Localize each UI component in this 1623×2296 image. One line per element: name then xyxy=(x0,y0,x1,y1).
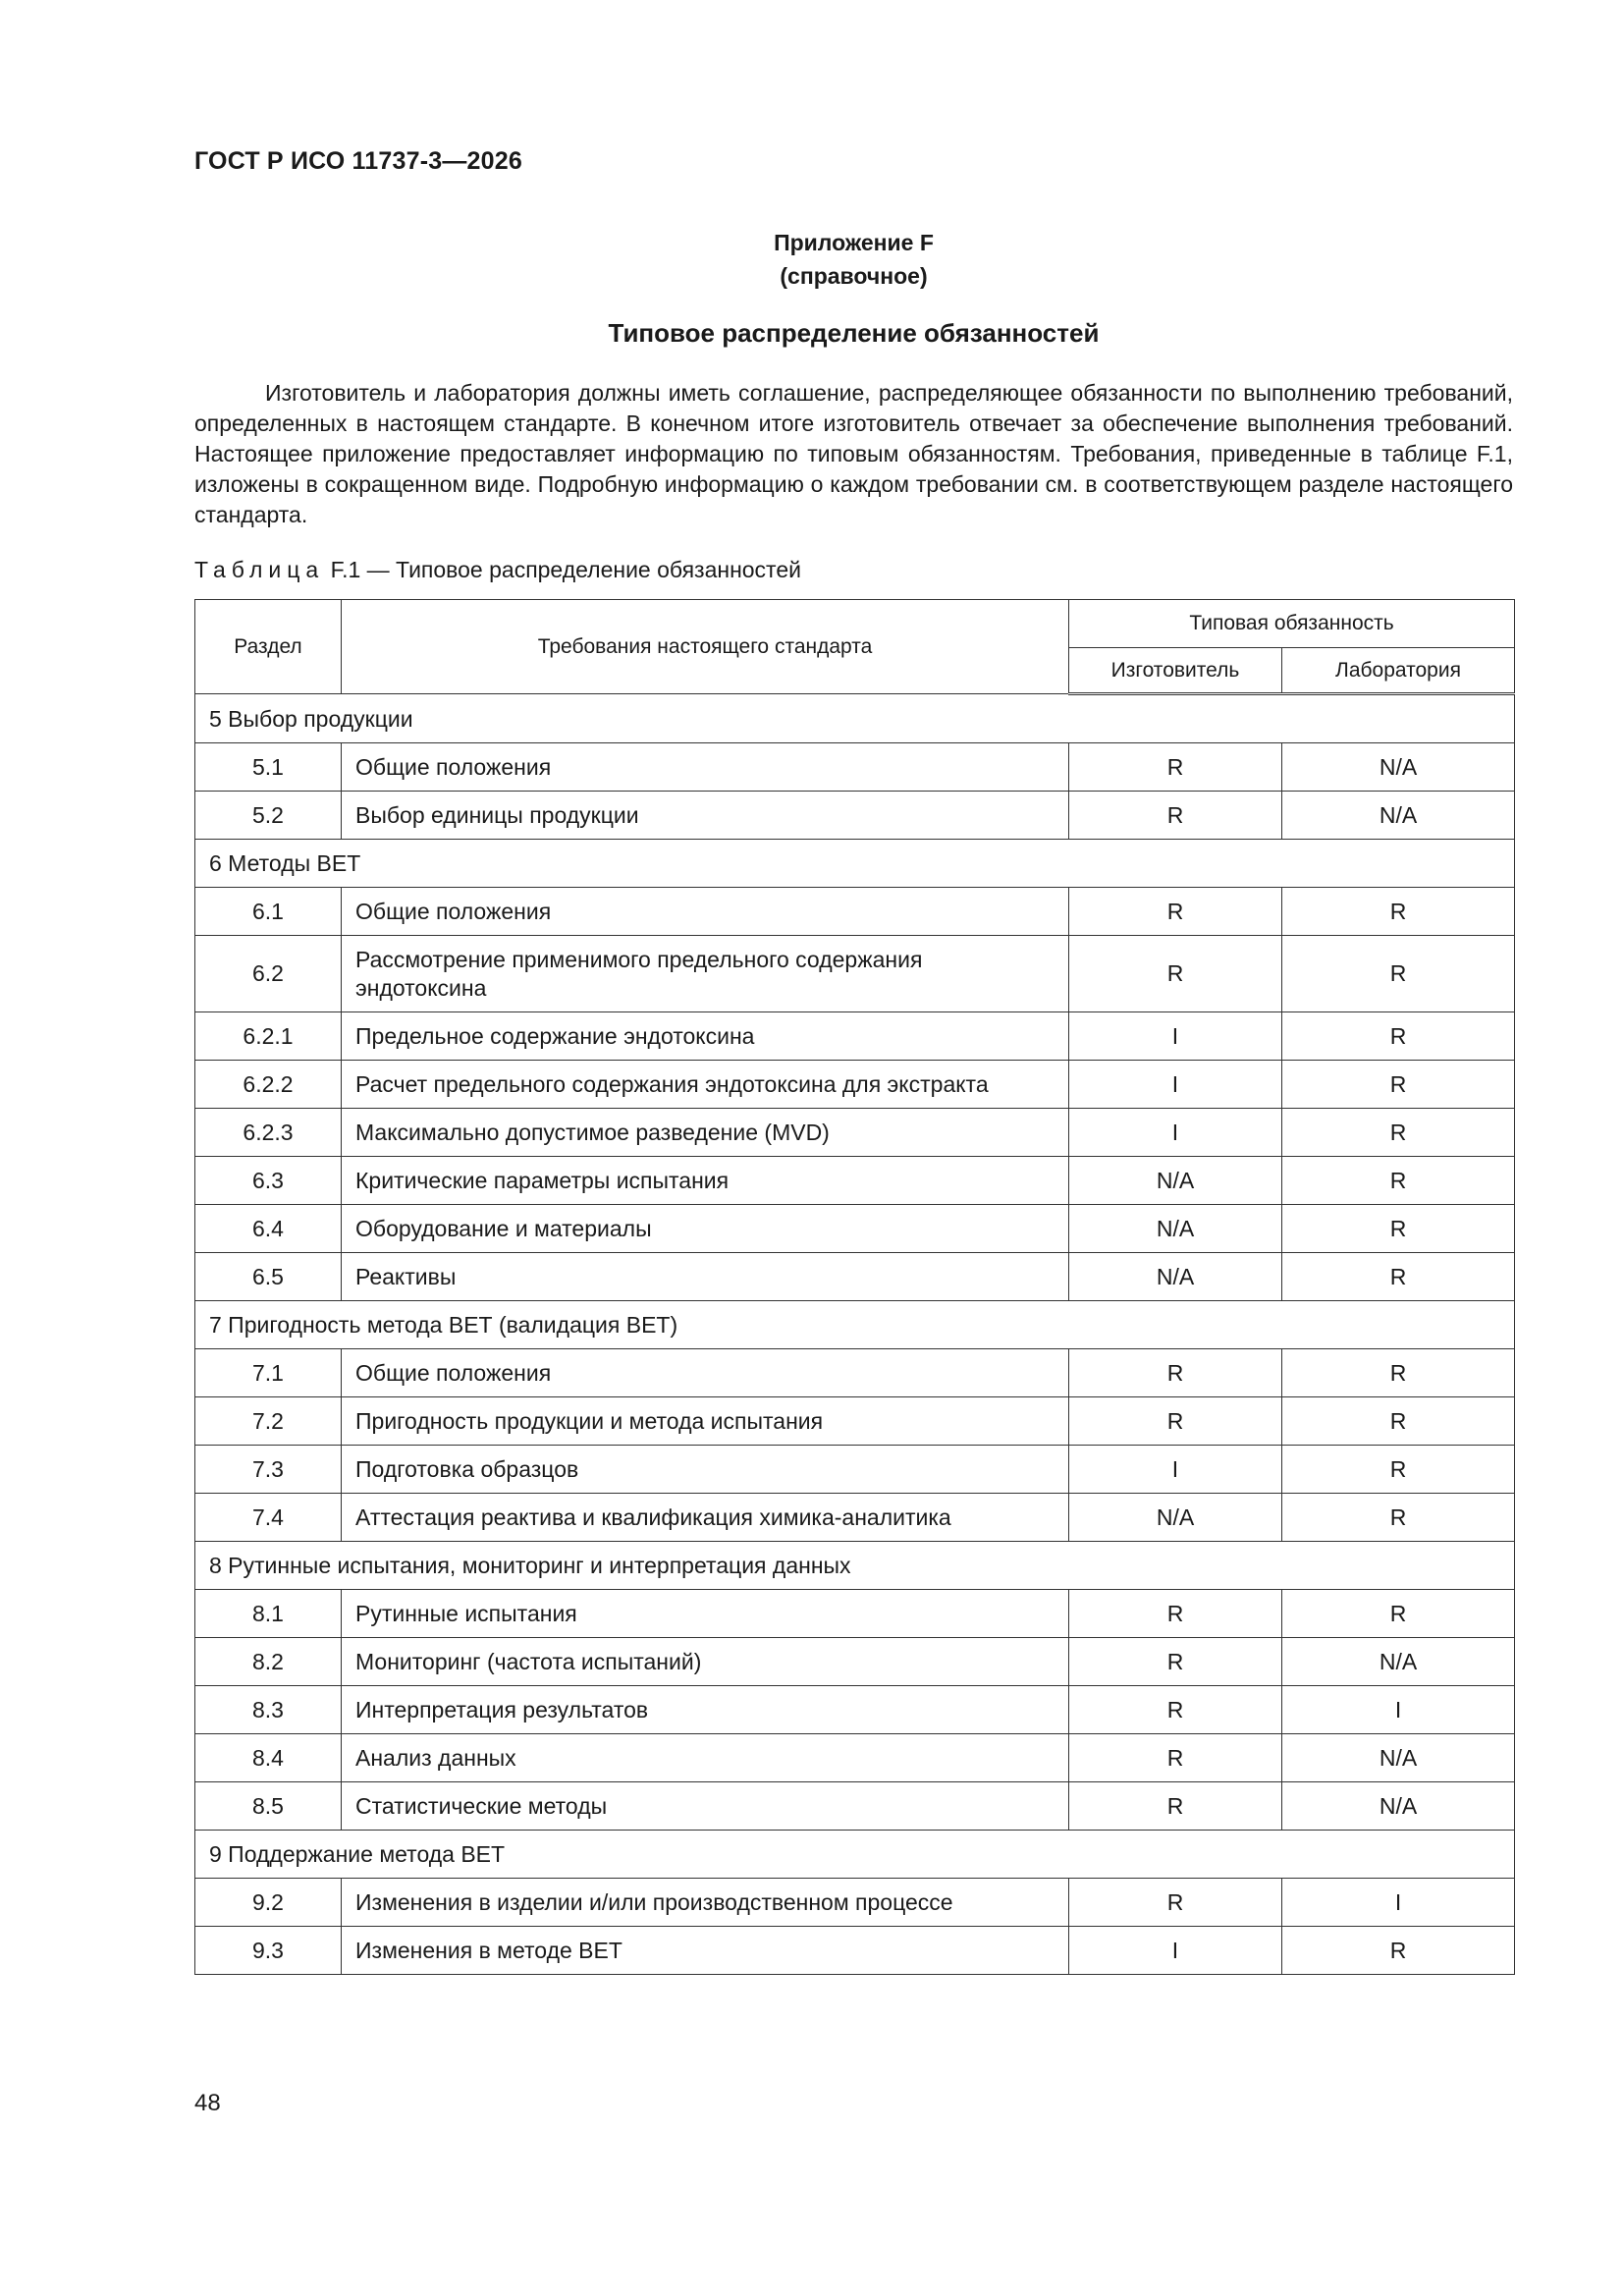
table-section-row xyxy=(195,840,1515,888)
clause-number: 6.5 xyxy=(195,1253,342,1301)
table-row xyxy=(195,1349,1515,1397)
table-row xyxy=(195,888,1515,936)
table-body xyxy=(195,694,1515,1975)
page-number: 48 xyxy=(194,2090,221,2116)
table-row xyxy=(195,1879,1515,1927)
laboratory-responsibility: R xyxy=(1282,1061,1515,1109)
laboratory-responsibility: N/A xyxy=(1282,743,1515,792)
table-row xyxy=(195,792,1515,840)
clause-number: 6.4 xyxy=(195,1205,342,1253)
table-section-row xyxy=(195,1542,1515,1590)
table-row xyxy=(195,1397,1515,1446)
clause-number: 8.4 xyxy=(195,1734,342,1782)
laboratory-responsibility: R xyxy=(1282,1205,1515,1253)
clause-number: 7.2 xyxy=(195,1397,342,1446)
header-requirements: Требования настоящего стандарта xyxy=(342,600,1069,694)
clause-number: 8.1 xyxy=(195,1590,342,1638)
requirement-text: Реактивы xyxy=(342,1253,1069,1301)
manufacturer-responsibility: N/A xyxy=(1069,1205,1282,1253)
clause-number: 9.2 xyxy=(195,1879,342,1927)
laboratory-responsibility: I xyxy=(1282,1686,1515,1734)
section-title: 5 Выбор продукции xyxy=(195,694,1515,743)
section-title: 6 Методы ВЕТ xyxy=(195,840,1515,888)
annex-label: Приложение F xyxy=(774,230,934,255)
header-section: Раздел xyxy=(195,600,342,694)
section-title: 9 Поддержание метода ВЕТ xyxy=(195,1831,1515,1879)
requirement-text: Изменения в изделии и/или производственном процессе xyxy=(342,1879,1069,1927)
table-row xyxy=(195,1494,1515,1542)
manufacturer-responsibility: I xyxy=(1069,1446,1282,1494)
responsibility-table xyxy=(194,599,1515,1975)
requirement-text: Мониторинг (частота испытаний) xyxy=(342,1638,1069,1686)
annex-status: (справочное) xyxy=(780,263,928,289)
laboratory-responsibility: R xyxy=(1282,1349,1515,1397)
laboratory-responsibility: N/A xyxy=(1282,792,1515,840)
clause-number: 7.1 xyxy=(195,1349,342,1397)
header-typical-responsibility: Типовая обязанность xyxy=(1069,600,1515,648)
clause-number: 7.4 xyxy=(195,1494,342,1542)
table-row xyxy=(195,1446,1515,1494)
requirement-text: Выбор единицы продукции xyxy=(342,792,1069,840)
table-row xyxy=(195,1782,1515,1831)
manufacturer-responsibility: N/A xyxy=(1069,1253,1282,1301)
table-row xyxy=(195,1686,1515,1734)
requirement-text: Общие положения xyxy=(342,743,1069,792)
header-manufacturer: Изготовитель xyxy=(1069,648,1282,694)
manufacturer-responsibility: I xyxy=(1069,1061,1282,1109)
manufacturer-responsibility: N/A xyxy=(1069,1157,1282,1205)
annex-title xyxy=(194,226,1513,293)
clause-number: 6.3 xyxy=(195,1157,342,1205)
manufacturer-responsibility: R xyxy=(1069,1686,1282,1734)
table-row xyxy=(195,1012,1515,1061)
clause-number: 6.2 xyxy=(195,936,342,1012)
laboratory-responsibility: R xyxy=(1282,1494,1515,1542)
manufacturer-responsibility: N/A xyxy=(1069,1494,1282,1542)
clause-number: 6.2.3 xyxy=(195,1109,342,1157)
requirement-text: Интерпретация результатов xyxy=(342,1686,1069,1734)
laboratory-responsibility: R xyxy=(1282,1157,1515,1205)
clause-number: 9.3 xyxy=(195,1927,342,1975)
manufacturer-responsibility: R xyxy=(1069,743,1282,792)
requirement-text: Общие положения xyxy=(342,888,1069,936)
laboratory-responsibility: R xyxy=(1282,1397,1515,1446)
laboratory-responsibility: R xyxy=(1282,1012,1515,1061)
clause-number: 8.2 xyxy=(195,1638,342,1686)
laboratory-responsibility: R xyxy=(1282,1446,1515,1494)
clause-number: 5.1 xyxy=(195,743,342,792)
manufacturer-responsibility: R xyxy=(1069,1638,1282,1686)
manufacturer-responsibility: R xyxy=(1069,936,1282,1012)
table-caption xyxy=(194,557,801,583)
table-row xyxy=(195,1590,1515,1638)
clause-number: 6.2.2 xyxy=(195,1061,342,1109)
table-section-row xyxy=(195,1301,1515,1349)
requirement-text: Пригодность продукции и метода испытания xyxy=(342,1397,1069,1446)
table-row xyxy=(195,936,1515,1012)
clause-number: 7.3 xyxy=(195,1446,342,1494)
clause-number: 8.5 xyxy=(195,1782,342,1831)
clause-number: 8.3 xyxy=(195,1686,342,1734)
laboratory-responsibility: N/A xyxy=(1282,1734,1515,1782)
laboratory-responsibility: R xyxy=(1282,936,1515,1012)
table-row xyxy=(195,1253,1515,1301)
laboratory-responsibility: N/A xyxy=(1282,1638,1515,1686)
laboratory-responsibility: I xyxy=(1282,1879,1515,1927)
laboratory-responsibility: N/A xyxy=(1282,1782,1515,1831)
clause-number: 5.2 xyxy=(195,792,342,840)
annex-heading: Типовое распределение обязанностей xyxy=(608,318,1100,348)
requirement-text: Рассмотрение применимого предельного содержания эндотоксина xyxy=(342,936,1069,1012)
requirement-text: Предельное содержание эндотоксина xyxy=(342,1012,1069,1061)
manufacturer-responsibility: R xyxy=(1069,1590,1282,1638)
intro-paragraph: Изготовитель и лаборатория должны иметь соглашение, распределяющее обязанности по выполнению требований, определенных в настоящем стандарте. В конечном итоге изготовитель отвечает за обеспечение выполнения требований. Настоящее приложение предоставляет информацию по типовым обязанностям. Требования, приведенные в таблице F.1, изложены в сокращенном виде. Подробную информацию о каждом требовании см. в соответствующем разделе настоящего стандарта. xyxy=(194,380,1513,527)
clause-number: 6.1 xyxy=(195,888,342,936)
manufacturer-responsibility: R xyxy=(1069,1782,1282,1831)
table-row xyxy=(195,1927,1515,1975)
manufacturer-responsibility: R xyxy=(1069,888,1282,936)
table-section-row xyxy=(195,1831,1515,1879)
manufacturer-responsibility: R xyxy=(1069,1734,1282,1782)
manufacturer-responsibility: R xyxy=(1069,792,1282,840)
manufacturer-responsibility: I xyxy=(1069,1012,1282,1061)
header-laboratory: Лаборатория xyxy=(1282,648,1515,694)
requirement-text: Подготовка образцов xyxy=(342,1446,1069,1494)
laboratory-responsibility: R xyxy=(1282,888,1515,936)
requirement-text: Критические параметры испытания xyxy=(342,1157,1069,1205)
requirement-text: Расчет предельного содержания эндотоксина для экстракта xyxy=(342,1061,1069,1109)
laboratory-responsibility: R xyxy=(1282,1590,1515,1638)
requirement-text: Анализ данных xyxy=(342,1734,1069,1782)
table-row xyxy=(195,1061,1515,1109)
manufacturer-responsibility: R xyxy=(1069,1397,1282,1446)
table-row xyxy=(195,1157,1515,1205)
section-title: 7 Пригодность метода ВЕТ (валидация ВЕТ) xyxy=(195,1301,1515,1349)
requirement-text: Оборудование и материалы xyxy=(342,1205,1069,1253)
table-caption-title: F.1 — Типовое распределение обязанностей xyxy=(324,557,801,582)
table-row xyxy=(195,1734,1515,1782)
laboratory-responsibility: R xyxy=(1282,1253,1515,1301)
requirement-text: Аттестация реактива и квалификация химика-аналитика xyxy=(342,1494,1069,1542)
table-caption-label: Таблица xyxy=(194,557,325,582)
table-section-row xyxy=(195,694,1515,743)
section-title: 8 Рутинные испытания, мониторинг и интерпретация данных xyxy=(195,1542,1515,1590)
table-row xyxy=(195,1109,1515,1157)
requirement-text: Статистические методы xyxy=(342,1782,1069,1831)
table-header-row xyxy=(195,600,1515,648)
manufacturer-responsibility: I xyxy=(1069,1109,1282,1157)
clause-number: 6.2.1 xyxy=(195,1012,342,1061)
manufacturer-responsibility: R xyxy=(1069,1879,1282,1927)
requirement-text: Общие положения xyxy=(342,1349,1069,1397)
document-header: ГОСТ Р ИСО 11737-3—2026 xyxy=(194,147,522,175)
requirement-text: Рутинные испытания xyxy=(342,1590,1069,1638)
laboratory-responsibility: R xyxy=(1282,1927,1515,1975)
manufacturer-responsibility: R xyxy=(1069,1349,1282,1397)
table-row xyxy=(195,1638,1515,1686)
requirement-text: Максимально допустимое разведение (MVD) xyxy=(342,1109,1069,1157)
table-row xyxy=(195,1205,1515,1253)
requirement-text: Изменения в методе ВЕТ xyxy=(342,1927,1069,1975)
table-row xyxy=(195,743,1515,792)
manufacturer-responsibility: I xyxy=(1069,1927,1282,1975)
laboratory-responsibility: R xyxy=(1282,1109,1515,1157)
